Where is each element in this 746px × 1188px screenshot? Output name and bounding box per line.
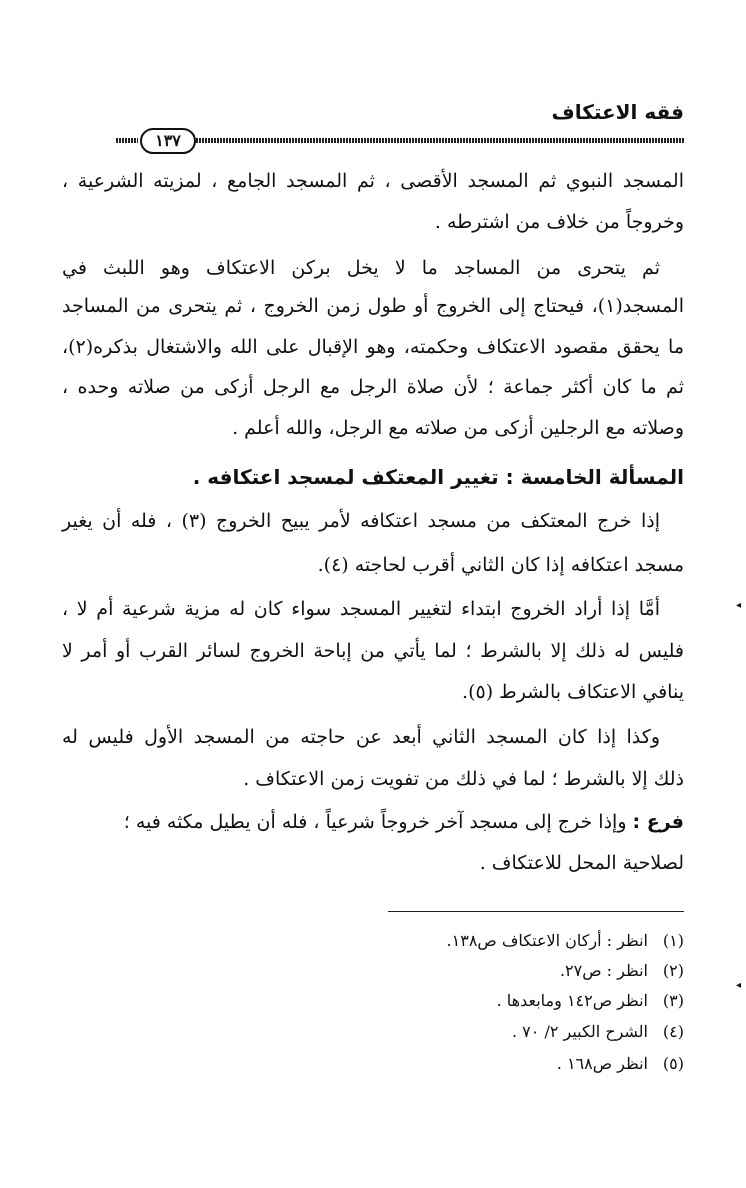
branch-line-2: لصلاحية المحل للاعتكاف . <box>479 852 684 874</box>
footnote-2 <box>560 958 684 984</box>
body-line-3: ثم يتحرى من المساجد ما لا يخل بركن الاعتكاف وهو اللبث في <box>62 257 660 279</box>
footnote-number: (٢) <box>662 961 684 980</box>
footnote-number: (٣) <box>662 991 684 1010</box>
footnote-5 <box>557 1051 684 1077</box>
header-rule <box>116 128 684 154</box>
footnote-4 <box>512 1019 684 1045</box>
body-line-1: المسجد النبوي ثم المسجد الأقصى ، ثم المسجد الجامع ، لمزيته الشرعية ، <box>62 170 684 192</box>
page-number: ١٣٧ <box>140 128 196 154</box>
footnote-text: الشرح الكبير ٢/ ٧٠ . <box>512 1022 648 1041</box>
footnote-number: (٤) <box>662 1022 684 1041</box>
footnote-3 <box>497 988 684 1014</box>
header-rule-left <box>116 138 138 143</box>
footnote-text: انظر : ص٢٧. <box>559 961 648 980</box>
section-heading: المسألة الخامسة : تغيير المعتكف لمسجد اعتكافه . <box>192 465 684 489</box>
body-line-7: وصلاته مع الرجلين أزكى من صلاته مع الرجل، والله أعلم . <box>232 417 684 439</box>
body-line-4: المسجد(١)، فيحتاج إلى الخروج أو طول زمن الخروج ، ثم يتحرى من المساجد <box>62 295 684 317</box>
footnote-text: انظر ص١٤٢ ومابعدها . <box>496 991 648 1010</box>
section-line-5: ينافي الاعتكاف بالشرط (٥). <box>462 681 684 703</box>
footnote-number: (٥) <box>662 1054 684 1073</box>
section-line-7: ذلك إلا بالشرط ؛ لما في ذلك من تفويت زمن الاعتكاف . <box>243 768 684 790</box>
body-line-5: ما يحقق مقصود الاعتكاف وحكمته، وهو الإقبال على الله والاشتغال بذكره(٢)، <box>62 336 684 358</box>
footnote-divider <box>388 911 684 912</box>
branch-text: وإذا خرج إلى مسجد آخر خروجاً شرعياً ، فله أن يطيل مكثه فيه ؛ <box>123 811 627 833</box>
section-line-6: وكذا إذا كان المسجد الثاني أبعد عن حاجته من المسجد الأول فليس له <box>62 726 660 748</box>
footnote-number: (١) <box>662 931 684 950</box>
body-line-6: ثم ما كان أكثر جماعة ؛ لأن صلاة الرجل مع الرجل أزكى من صلاته وحده ، <box>62 376 684 398</box>
footnote-text: انظر : أركان الاعتكاف ص١٣٨. <box>446 931 648 950</box>
branch-line-1 <box>62 807 684 837</box>
footnote-text: انظر ص١٦٨ . <box>556 1054 648 1073</box>
section-line-4: فليس له ذلك إلا بالشرط ؛ لما يأتي من إباحة الخروج لسائر القرب أو أمر لا <box>62 640 684 662</box>
header-rule-right <box>196 138 684 143</box>
branch-label: فرع : <box>632 811 684 833</box>
section-line-2: مسجد اعتكافه إذا كان الثاني أقرب لحاجته (٤). <box>317 554 684 576</box>
footnote-1 <box>447 928 684 954</box>
margin-mark-dot: ◂ <box>736 980 742 991</box>
section-line-1: إذا خرج المعتكف من مسجد اعتكافه لأمر يبيح الخروج (٣) ، فله أن يغير <box>62 510 660 532</box>
body-line-2: وخروجاً من خلاف من اشترطه . <box>434 211 684 233</box>
margin-mark-dot: ◂ <box>736 600 742 611</box>
section-line-3: أمَّا إذا أراد الخروج ابتداء لتغيير المسجد سواء كان له مزية شرعية أم لا ، <box>62 598 660 620</box>
running-header-title: فقه الاعتكاف <box>551 100 684 124</box>
